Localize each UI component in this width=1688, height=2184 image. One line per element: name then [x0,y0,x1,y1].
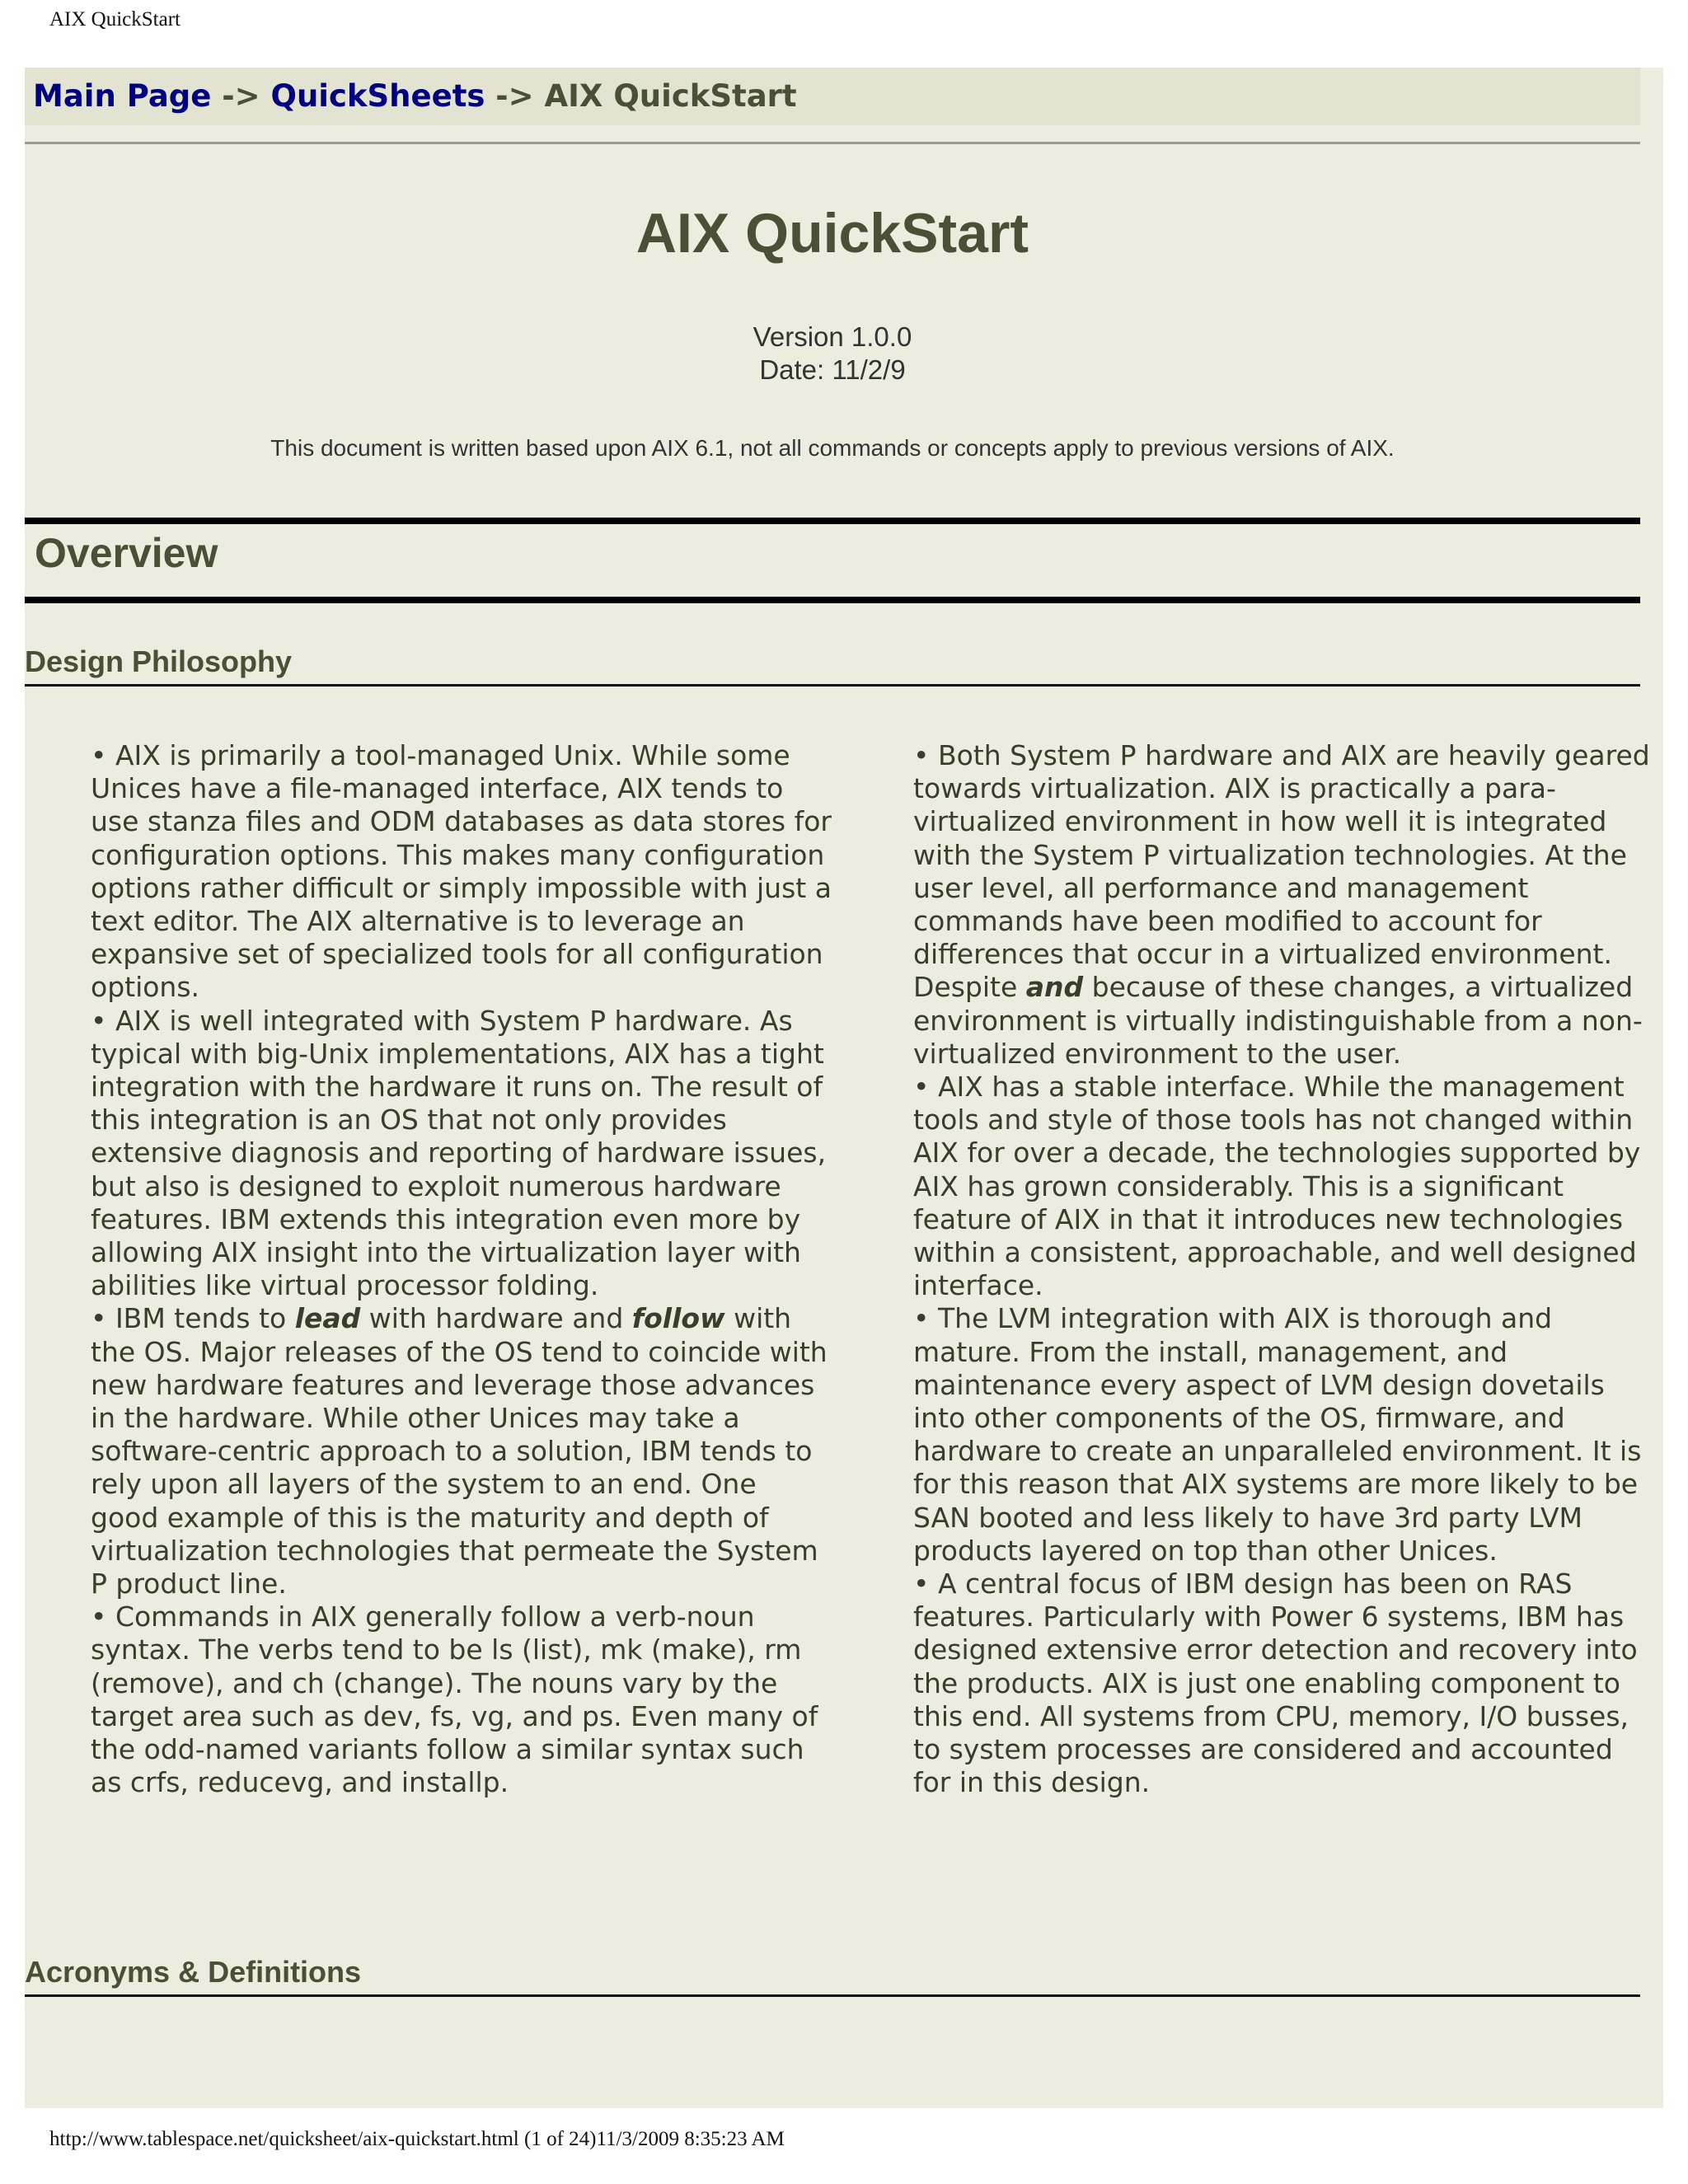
design-philosophy-rule [25,684,1640,687]
breadcrumb-separator: -> [485,78,545,114]
emphasis-and: and [1025,971,1084,1004]
date-text: Date: 11/2/9 [759,354,906,385]
emphasis-follow: follow [631,1302,725,1335]
section-divider-bottom [25,597,1640,603]
overview-heading: Overview [35,530,218,576]
emphasis-lead: lead [294,1302,361,1335]
print-header: AIX QuickStart [49,8,181,30]
design-philosophy-right-column [913,739,1655,1800]
list-item-text: • IBM tends to [91,1302,295,1335]
section-divider-top [25,518,1640,524]
list-item-text: with hardware and [360,1302,632,1335]
version-note: This document is written based upon AIX 6.1, not all commands or concepts apply to previous versions of AIX. [270,435,1395,461]
breadcrumb-current: AIX QuickStart [544,78,797,114]
list-item-text: • Both System P hardware and AIX are heavily geared towards virtualization. AIX is practically a para-virtualized environment in how well it is integrated with the System P virtualization technologies. At the user level, all performance and management commands have been modified to account for differences that occur in a virtualized environment. Despite [913,739,1650,1004]
list-item: • A central focus of IBM design has been on RAS features. Particularly with Power 6 systems, IBM has designed extensive error detection and recovery into the products. AIX is just one enabling component to this end. All systems from CPU, memory, I/O busses, to system processes are considered and accounted for in this design. [913,1568,1638,1799]
design-philosophy-heading: Design Philosophy [25,644,293,678]
acronyms-heading: Acronyms & Definitions [25,1955,362,1989]
list-item: • AIX has a stable interface. While the management tools and style of those tools has not changed within AIX for over a decade, the technologies supported by AIX has grown considerably. This is a significant feature of AIX in that it introduces new technologies within a consistent, approachable, and well designed interface. [913,1071,1641,1302]
print-footer: http://www.tablespace.net/quicksheet/aix-quickstart.html (1 of 24)11/3/2009 8:35:23 AM [49,2128,785,2150]
page-title: AIX QuickStart [635,202,1029,265]
list-item: • AIX is primarily a tool-managed Unix. While some Unices have a file-managed interface, AIX tends to use stanza files and ODM databases as data stores for configuration options. This makes many configuration options rather difficult or simply impossible with just a text editor. The AIX alternative is to leverage an expansive set of specialized tools for all configuration options. [91,739,832,1004]
list-item [91,1302,832,1601]
list-item-text: with the OS. Major releases of the OS tend to coincide with new hardware features and leverage those advances in the hardware. While other Unices may take a software-centric approach to a solution, IBM tends to rely upon all layers of the system to an end. One good example of this is the maturity and depth of virtualization technologies that permeate the System P product line. [91,1302,828,1601]
list-item: • AIX is well integrated with System P hardware. As typical with big-Unix implementations, AIX has a tight integration with the hardware it runs on. The result of this integration is an OS that not only provides extensive diagnosis and reporting of hardware issues, but also is designed to exploit numerous hardware features. IBM extends this integration even more by allowing AIX insight into the virtualization layer with abilities like virtual processor folding. [91,1004,827,1302]
acronyms-rule [25,1994,1640,1997]
list-item-text: because of these changes, a virtualized environment is virtually indistinguishable from a non-virtualized environment to the user. [913,971,1643,1070]
list-item: • Commands in AIX generally follow a verb-noun syntax. The verbs tend to be ls (list), mk (make), rm (remove), and ch (change). The nouns vary by the target area such as dev, fs, vg, and ps. Even many of the odd-named variants follow a similar syntax such as crfs, reducevg, and installp. [91,1601,818,1799]
list-item: • The LVM integration with AIX is thorough and mature. From the install, management, and maintenance every aspect of LVM design dovetails into other components of the OS, firmware, and hardware to create an unparalleled environment. It is for this reason that AIX systems are more likely to be SAN booted and less likely to have 3rd party LVM products layered on top than other Unices. [913,1302,1642,1567]
breadcrumb [25,68,1640,125]
nav-divider [25,142,1640,144]
design-philosophy-left-column [91,739,832,1800]
breadcrumb-quicksheets-link[interactable]: QuickSheets [270,78,485,114]
breadcrumb-main-page-link[interactable]: Main Page [33,78,212,114]
page-content [25,68,1663,2108]
version-text: Version 1.0.0 [753,321,912,352]
list-item [913,739,1655,1071]
breadcrumb-separator: -> [211,78,271,114]
